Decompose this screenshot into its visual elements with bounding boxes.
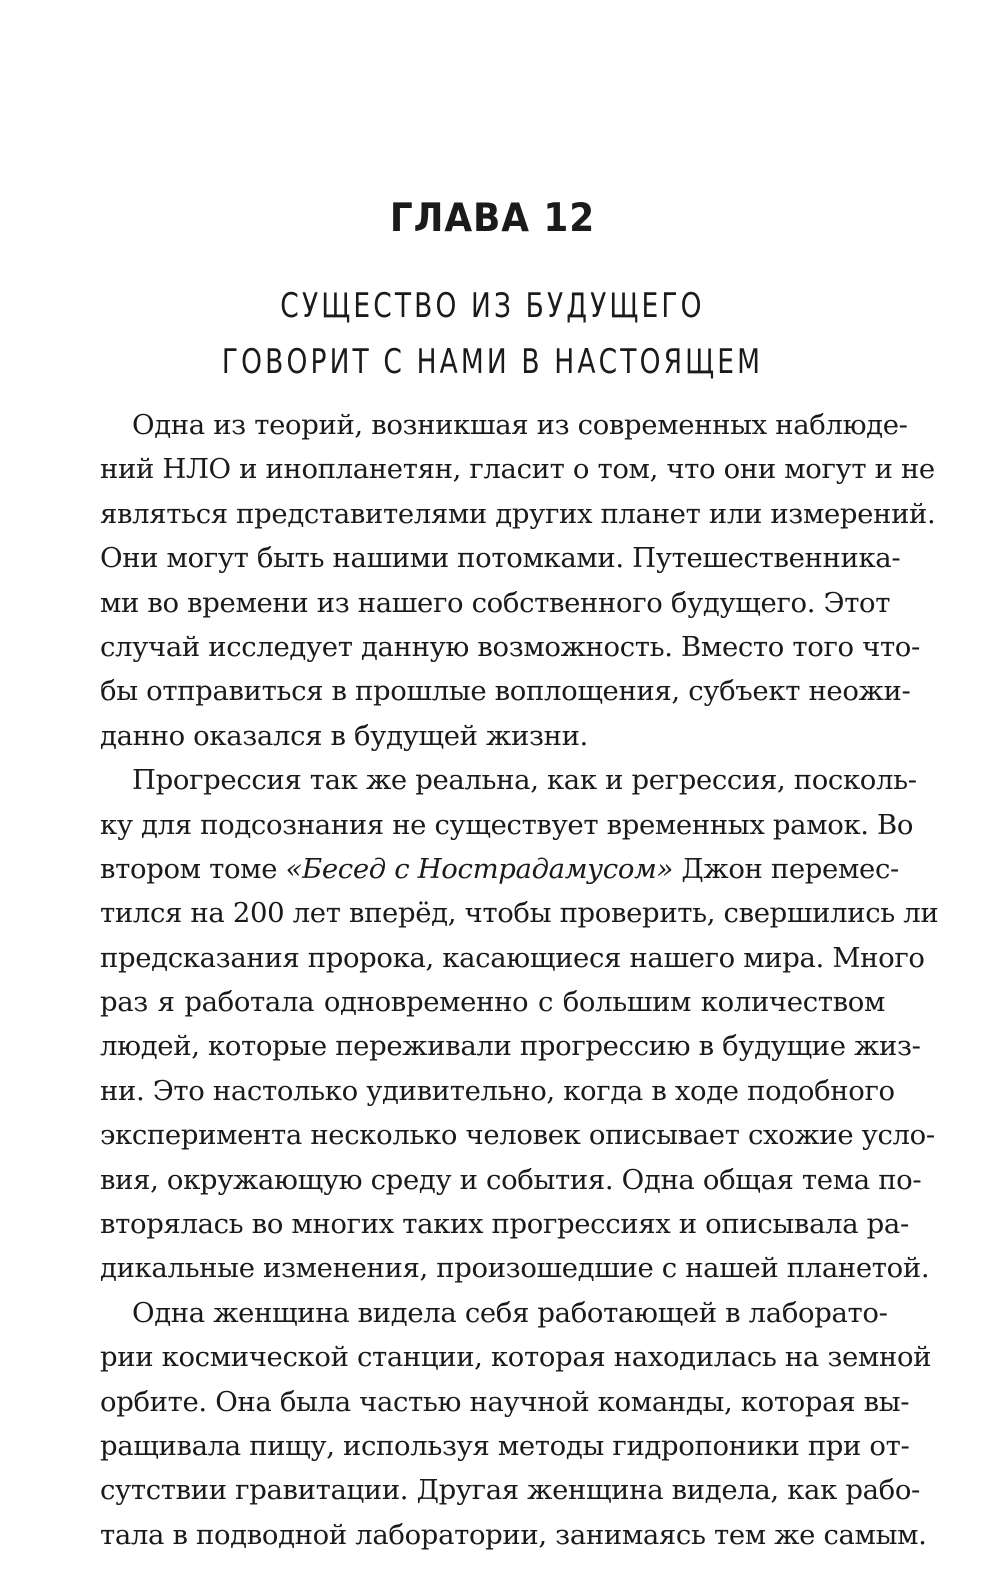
text-fragment: втором томе [100,852,286,885]
text-line: Одна из теорий, возникшая из современных наблюде- [132,409,908,441]
text-line: тился на 200 лет вперёд, чтобы проверить, свершились ли [100,897,939,930]
text-line: людей, которые переживали прогрессию в будущие жиз- [100,1030,921,1063]
text-line: эксперимента несколько человек описывает схожие усло- [100,1119,935,1152]
text-line: рии космической станции, которая находилась на земной [100,1341,932,1374]
text-line: дикальные изменения, произошедшие с нашей планетой. [100,1252,930,1285]
body-text [100,403,939,1557]
chapter-title-line-1: СУЩЕСТВО ИЗ БУДУЩЕГО [280,286,705,326]
text-line: предсказания пророка, касающиеся нашего мира. Много [100,941,925,974]
text-line: данно оказался в будущей жизни. [100,719,588,752]
text-line: сутствии гравитации. Другая женщина видела, как рабо- [100,1474,920,1507]
text-line: случай исследует данную возможность. Вместо того что- [100,630,920,663]
text-line: Они могут быть нашими потомками. Путешественника- [100,542,901,575]
text-fragment: Джон перемес- [672,852,899,885]
text-line: бы отправиться в прошлые воплощения, субъект неожи- [100,675,911,708]
text-line: Прогрессия так же реальна, как и регрессия, посколь- [132,764,917,797]
text-line: раз я работала одновременно с большим количеством [100,986,885,1019]
chapter-number: ГЛАВА 12 [389,196,596,241]
text-line-with-title [100,847,899,891]
text-line: ращивала пищу, используя методы гидропоники при от- [100,1429,910,1462]
text-line: ми во времени из нашего собственного будущего. Этот [100,586,891,619]
text-line: вторялась во многих таких прогрессиях и описывала ра- [100,1208,909,1241]
text-line: Одна женщина видела себя работающей в лаборато- [132,1296,888,1329]
text-line: ку для подсознания не существует временных рамок. Во [100,808,914,841]
text-line: тала в подводной лаборатории, занимаясь тем же самым. [100,1518,927,1551]
chapter-title-line-2: ГОВОРИТ С НАМИ В НАСТОЯЩЕМ [221,342,764,382]
text-line: ни. Это настолько удивительно, когда в ходе подобного [100,1074,895,1107]
book-title-italic: «Бесед с Нострадамусом» [285,852,673,885]
text-line: ний НЛО и инопланетян, гласит о том, что они могут и не [100,453,935,486]
text-line: орбите. Она была частью научной команды, которая вы- [100,1385,910,1418]
text-line: вия, окружающую среду и события. Одна общая тема по- [100,1163,922,1196]
chapter-title [0,278,985,390]
text-line: являться представителями других планет или измерений. [100,497,936,530]
